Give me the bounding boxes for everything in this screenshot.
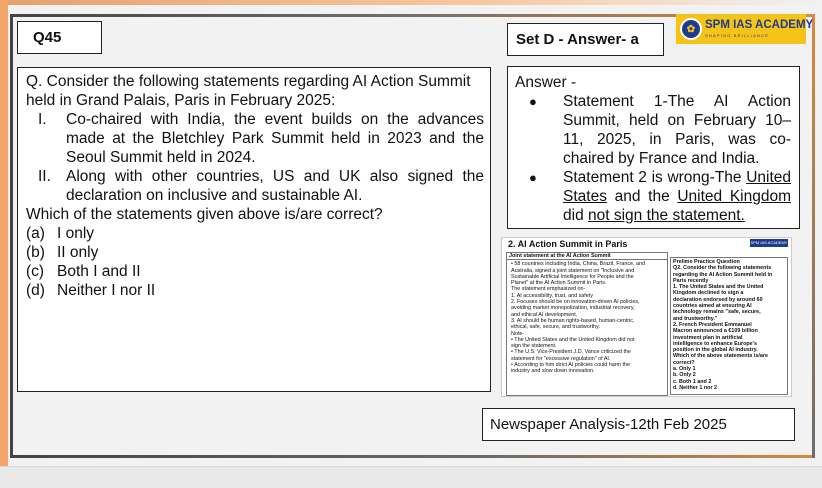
clipping-line: statement for "excessive regulation" of AI. xyxy=(511,355,611,362)
clipping-line: sign the statement. xyxy=(511,343,557,350)
answer-text-part: did xyxy=(563,207,588,224)
set-answer-box xyxy=(507,23,664,56)
clipping-line: The statement emphasized on- xyxy=(511,286,586,293)
clipping-line: c. Both 1 and 2 xyxy=(673,378,712,385)
clipping-line: declaration endorsed by around 60 xyxy=(673,296,763,303)
option-b xyxy=(26,243,484,262)
frame-border-right xyxy=(812,14,815,458)
clipping-line: technology remains "safe, secure, xyxy=(673,309,761,316)
source-box xyxy=(482,408,795,441)
frame-border-bottom xyxy=(10,455,815,458)
bullet-icon: ● xyxy=(529,170,537,185)
clipping-line: position in the global AI industry. xyxy=(673,347,758,354)
answer-point xyxy=(515,168,791,225)
logo-tagline: SHAPING BRILLIANCE xyxy=(705,32,770,38)
statement-text: Co-chaired with India, the event builds on the advances made at the Bletchley Park Summit held in 2023 and the Seoul Summit held in 2024. xyxy=(66,111,484,166)
clipping-line: • 58 countries including India, China, Brazil, France, and xyxy=(511,261,646,268)
statement-text: Along with other countries, US and UK also signed the declaration on inclusive and sustainable AI. xyxy=(66,168,484,204)
clipping-line: correct? xyxy=(673,359,695,366)
answer-point-text xyxy=(563,168,791,225)
clipping-line: 1. The United States and the United xyxy=(673,284,764,291)
question-number-box xyxy=(17,21,102,54)
clipping-line: Kingdom declined to sign a xyxy=(673,290,744,297)
not-sign-text: not sign the statement. xyxy=(588,207,745,224)
option-label: (c) xyxy=(26,263,45,280)
newspaper-clipping xyxy=(501,237,792,397)
option-c xyxy=(26,262,484,281)
answer-box xyxy=(507,66,800,229)
question-box xyxy=(17,67,491,392)
clipping-line: Paris recently xyxy=(673,277,709,284)
clipping-line: Note- xyxy=(511,330,525,337)
united-states-text: United States xyxy=(563,169,791,205)
answer-points xyxy=(515,92,791,225)
clipping-line: and trustworthy." xyxy=(673,315,718,322)
clipping-line: ethical, safe, secure, and trustworthy. xyxy=(511,324,600,331)
option-label: (a) xyxy=(26,225,45,242)
option-text: Neither I nor II xyxy=(57,282,156,299)
option-text: II only xyxy=(57,244,99,261)
clipping-line: Sustainable Artificial Intelligence for People and the xyxy=(511,273,634,280)
clipping-line: Prelims Practice Question xyxy=(673,259,740,265)
option-d xyxy=(26,281,484,300)
statement-number: I. xyxy=(38,111,47,128)
clipping-line: • The U.S. Vice-President J.D. Vance criticized the xyxy=(511,349,631,356)
option-label: (b) xyxy=(26,244,45,261)
clipping-line: Which of the above statements is/are xyxy=(673,353,768,360)
accent-bar-top xyxy=(0,0,822,5)
clipping-left-panel xyxy=(506,252,668,396)
frame-border-left xyxy=(10,14,13,458)
clipping-line: • According to him strict AI policies could harm the xyxy=(511,362,631,369)
clipping-line: Macron announced a €109 billion xyxy=(673,328,758,335)
question-statements xyxy=(26,110,484,205)
bullet-icon: ● xyxy=(529,94,537,109)
clipping-logo: SPM IAS ACADEMY xyxy=(750,240,788,245)
source-label: Newspaper Analysis-12th Feb 2025 xyxy=(490,416,727,433)
clipping-line: regarding the AI Action Summit held in xyxy=(673,271,773,278)
clipping-line: countries aimed at ensuring AI xyxy=(673,303,752,310)
question-intro: Q. Consider the following statements regarding AI Action Summit held in Grand Palais, Paris in February 2025: xyxy=(26,73,471,109)
clipping-line: 2. French President Emmanuel xyxy=(673,321,752,328)
option-a xyxy=(26,224,484,243)
clipping-line: 1. AI accessibility, trust, and safety xyxy=(511,292,593,299)
option-text: Both I and II xyxy=(57,263,141,280)
clipping-line: a. Only 1 xyxy=(673,366,696,373)
clipping-line: b. Only 2 xyxy=(673,372,696,379)
bottom-strip xyxy=(0,466,822,488)
statement-item xyxy=(26,110,484,167)
option-label: (d) xyxy=(26,282,45,299)
clipping-line: Planet" at the AI Action Summit in Paris. xyxy=(511,280,607,287)
academy-logo xyxy=(676,14,814,44)
united-kingdom-text: United Kingdom xyxy=(677,188,792,205)
answer-point xyxy=(515,92,791,168)
statement-item xyxy=(26,167,484,205)
answer-heading: Answer - xyxy=(515,74,577,91)
clipping-line: avoiding market monopolization, industrial recovery, xyxy=(511,305,635,312)
logo-title: SPM IAS ACADEMY xyxy=(705,19,814,32)
clipping-left-body xyxy=(507,260,667,374)
clipping-line: 2. Focuses should be on innovation-driven AI policies, xyxy=(511,299,640,306)
answer-text-part: Statement 2 is wrong-The xyxy=(563,169,747,186)
clipping-line: Q2. Consider the following statements xyxy=(673,265,772,272)
set-answer-label: Set D - Answer- a xyxy=(516,31,639,48)
clipping-heading: 2. AI Action Summit in Paris xyxy=(508,239,628,249)
option-text: I only xyxy=(57,225,95,242)
clipping-line: investment plan in artificial xyxy=(673,334,743,341)
clipping-line: d. Neither 1 nor 2 xyxy=(673,384,718,391)
question-prompt: Which of the statements given above is/are correct? xyxy=(26,206,383,223)
lotus-emblem-icon: ✿ xyxy=(680,18,702,40)
answer-point-text: Statement 1-The AI Action Summit, held on February 10–11, 2025, in Paris, was co-chaired by France and India. xyxy=(563,93,791,167)
clipping-line: Australia, signed a joint statement on "Inclusive and xyxy=(511,267,635,274)
statement-number: II. xyxy=(38,168,51,185)
clipping-line: • The United States and the United Kingdom did not xyxy=(511,336,635,343)
clipping-right-panel xyxy=(670,257,788,395)
answer-text-part: and the xyxy=(606,188,678,205)
clipping-line: intelligence to enhance Europe's xyxy=(673,340,757,347)
clipping-line: and ethical AI development. xyxy=(511,311,578,318)
clipping-line: industry and slow down innovation. xyxy=(511,368,595,375)
accent-bar-left xyxy=(0,0,8,466)
question-number: Q45 xyxy=(33,29,62,46)
clipping-line: 3. AI should be human rights-based, human-centric, xyxy=(511,317,635,324)
clipping-left-heading: Joint statement at the AI Action Summit xyxy=(507,253,667,260)
